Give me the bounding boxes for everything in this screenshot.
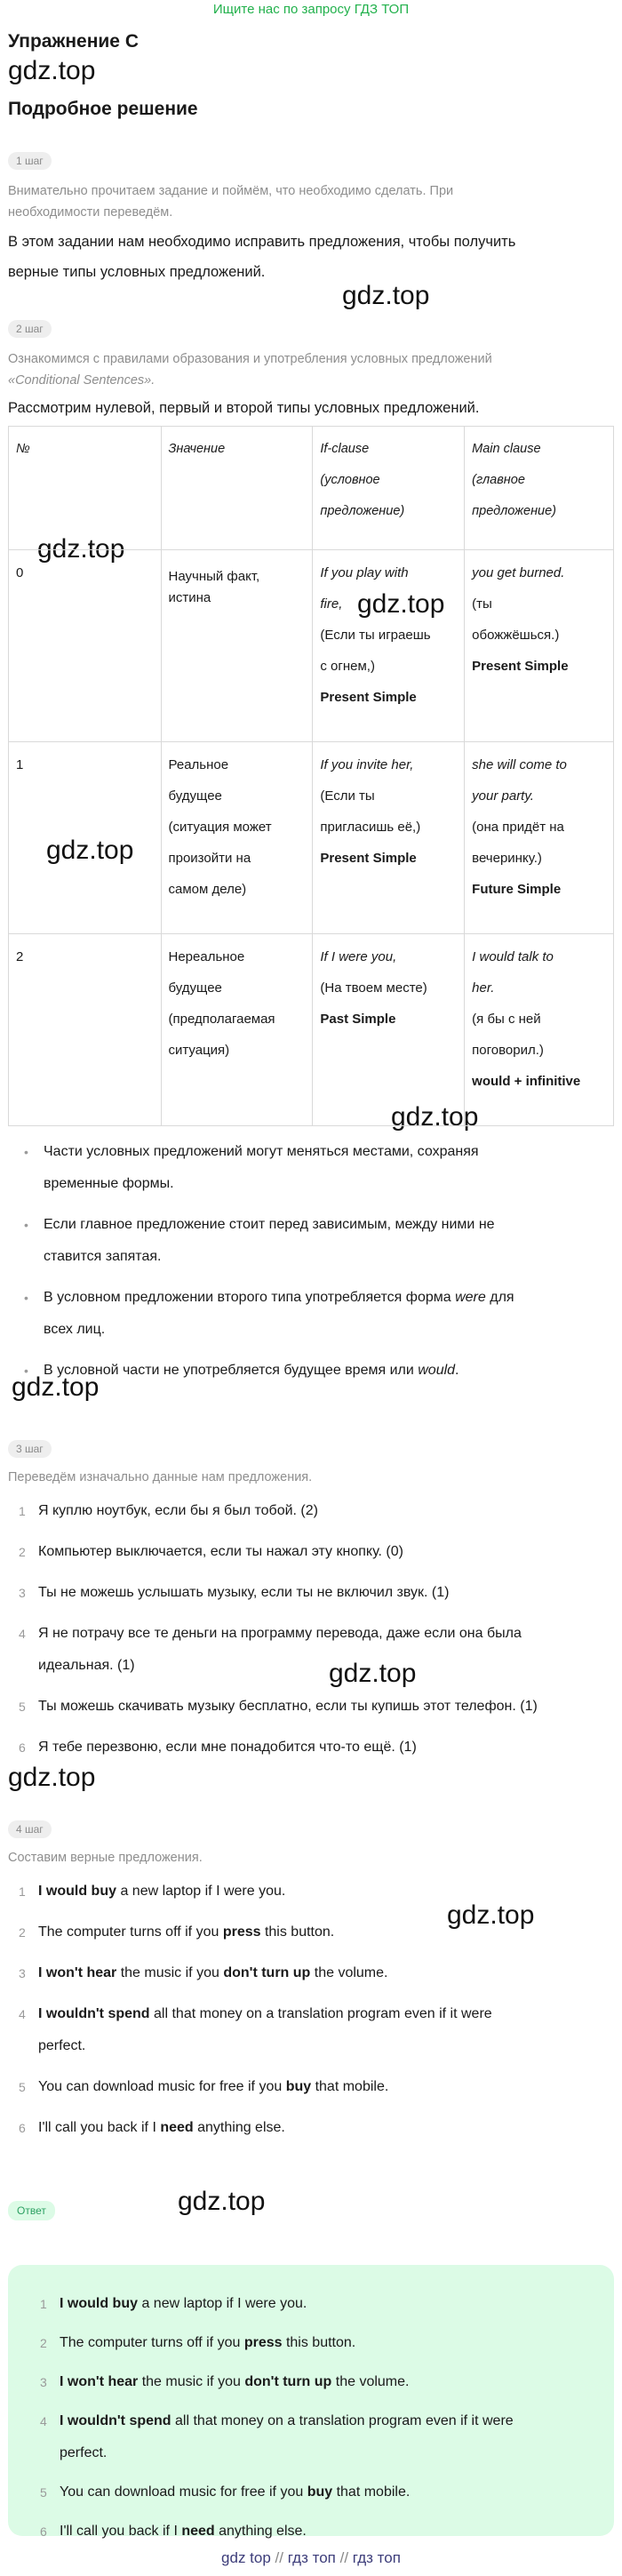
step-1 (8, 152, 613, 287)
header-meaning: Значение (161, 427, 313, 550)
list-item: 1 Я куплю ноутбук, если бы я был тобой. (2) (19, 1503, 318, 1518)
step-2-instruction: Ознакомимся с правилами образования и употребления условных предложений «Conditional Sentences». (8, 352, 492, 388)
list-item: 3 I won't hear the music if you don't turn up the volume. (19, 1965, 388, 1980)
step-badge: 3 шаг (8, 1440, 52, 1458)
step-3-instruction: Переведём изначально данные нам предложения. (8, 1470, 313, 1484)
exercise-title: Упражнение С (8, 31, 139, 52)
answer-badge: Ответ (8, 2201, 55, 2220)
list-item: 5 You can download music for free if you buy that mobile. (19, 2079, 389, 2094)
footer-link[interactable]: gdz top (221, 2549, 271, 2566)
table-row (9, 550, 614, 742)
table-header-row (9, 427, 614, 550)
list-item: 3 Ты не можешь услышать музыку, если ты не включил звук. (1) (19, 1585, 450, 1600)
table-row (9, 934, 614, 1126)
header-num: № (9, 427, 162, 550)
row-main-clause: I would talk to her. (я бы с ней поговорил.) would + infinitive (465, 934, 614, 1126)
watermark: gdz.top (46, 836, 134, 865)
list-item: 4 I wouldn't spend all that money on a translation program even if it were perfect. (40, 2413, 514, 2460)
step-badge: 2 шаг (8, 320, 52, 338)
answer-list (29, 2288, 593, 2548)
list-item: 1 I would buy a new laptop if I were you. (19, 1884, 286, 1899)
list-item: • В условной части не употребляется будущее время или would. (8, 1355, 603, 1387)
step-4-instruction: Составим верные предложения. (8, 1851, 203, 1865)
watermark: gdz.top (342, 281, 430, 310)
list-item: 1 I would buy a new laptop if I were you. (40, 2296, 307, 2311)
conditionals-table (8, 426, 614, 1126)
step-1-instruction: Внимательно прочитаем задание и поймём, что необходимо сделать. При необходимости переведём. (8, 184, 454, 220)
step-4 (8, 1820, 613, 2153)
answer-box (8, 2265, 614, 2539)
step-1-text: В этом задании нам необходимо исправить предложения, чтобы получить верные типы условных предложений. (8, 234, 516, 280)
step-2 (8, 320, 613, 423)
row-meaning: Реальное будущее (ситуация может произойти на самом деле) (161, 742, 313, 934)
watermark: gdz.top (8, 1763, 96, 1792)
footer-separator: // (339, 2549, 349, 2566)
watermark: gdz.top (12, 1372, 100, 1402)
list-item: 2 Компьютер выключается, если ты нажал эту кнопку. (0) (19, 1544, 403, 1559)
watermark: gdz.top (447, 1900, 535, 1930)
list-item: 4 I wouldn't spend all that money on a translation program even if it were perfect. (19, 2006, 492, 2053)
footer-link[interactable]: гдз топ (352, 2549, 401, 2566)
list-item: 5 You can download music for free if you buy that mobile. (40, 2484, 411, 2500)
row-main-clause: she will come to your party. (она придёт на вечеринку.) Future Simple (465, 742, 614, 934)
row-if-clause: If you invite her, (Если ты пригласишь её,) Present Simple (313, 742, 465, 934)
header-main-clause: Main clause (главное предложение) (465, 427, 614, 550)
row-num: 1 (9, 742, 162, 934)
row-meaning: Научный факт, истина (161, 550, 313, 742)
footer-links (0, 2549, 622, 2567)
list-item: • Если главное предложение стоит перед зависимым, между ними не ставится запятая. (8, 1209, 603, 1273)
table-row (9, 742, 614, 934)
row-if-clause: If I were you, (На твоем месте) Past Simple (313, 934, 465, 1126)
rule-notes (8, 1136, 603, 1396)
list-item: 5 Ты можешь скачивать музыку бесплатно, если ты купишь этот телефон. (1) (19, 1699, 538, 1714)
solution-title: Подробное решение (8, 99, 198, 119)
list-item: 6 I'll call you back if I need anything else. (40, 2524, 307, 2539)
row-num: 0 (9, 550, 162, 742)
step-3 (8, 1440, 613, 1772)
list-item: 2 The computer turns off if you press this button. (19, 1924, 335, 1940)
row-if-clause: If you play with fire, (Если ты играешь с огнем,) Present Simple (313, 550, 465, 742)
step-badge: 1 шаг (8, 152, 52, 170)
watermark: gdz.top (37, 534, 125, 564)
watermark: gdz.top (178, 2187, 266, 2216)
top-banner[interactable]: Ищите нас по запросу ГДЗ ТОП (212, 2, 410, 17)
list-item: 6 I'll call you back if I need anything else. (19, 2120, 285, 2135)
list-item: 6 Я тебе перезвоню, если мне понадобится что-то ещё. (1) (19, 1740, 417, 1755)
header-if-clause: If-clause (условное предложение) (313, 427, 465, 550)
list-item: 2 The computer turns off if you press this button. (40, 2335, 356, 2350)
step-2-text: Рассмотрим нулевой, первый и второй типы условных предложений. (8, 400, 480, 416)
watermark: gdz.top (8, 56, 96, 85)
step-badge: 4 шаг (8, 1820, 52, 1838)
watermark: gdz.top (329, 1659, 417, 1688)
footer-link[interactable]: гдз топ (287, 2549, 336, 2566)
list-item: • Части условных предложений могут меняться местами, сохраняя временные формы. (8, 1136, 603, 1200)
list-item: • В условном предложении второго типа употребляется форма were для всех лиц. (8, 1282, 603, 1346)
sentence-list (8, 1876, 613, 2144)
list-item: 3 I won't hear the music if you don't turn up the volume. (40, 2374, 410, 2389)
row-meaning: Нереальное будущее (предполагаемая ситуация) (161, 934, 313, 1126)
watermark: gdz.top (357, 589, 445, 619)
footer-separator: // (275, 2549, 283, 2566)
row-num: 2 (9, 934, 162, 1126)
row-main-clause: you get burned. (ты обожжёшься.) Present Simple (465, 550, 614, 742)
translation-list (8, 1495, 613, 1764)
list-item: 4 Я не потрачу все те деньги на программу перевода, даже если она была идеальная. (1) (19, 1626, 522, 1673)
watermark: gdz.top (391, 1102, 479, 1132)
